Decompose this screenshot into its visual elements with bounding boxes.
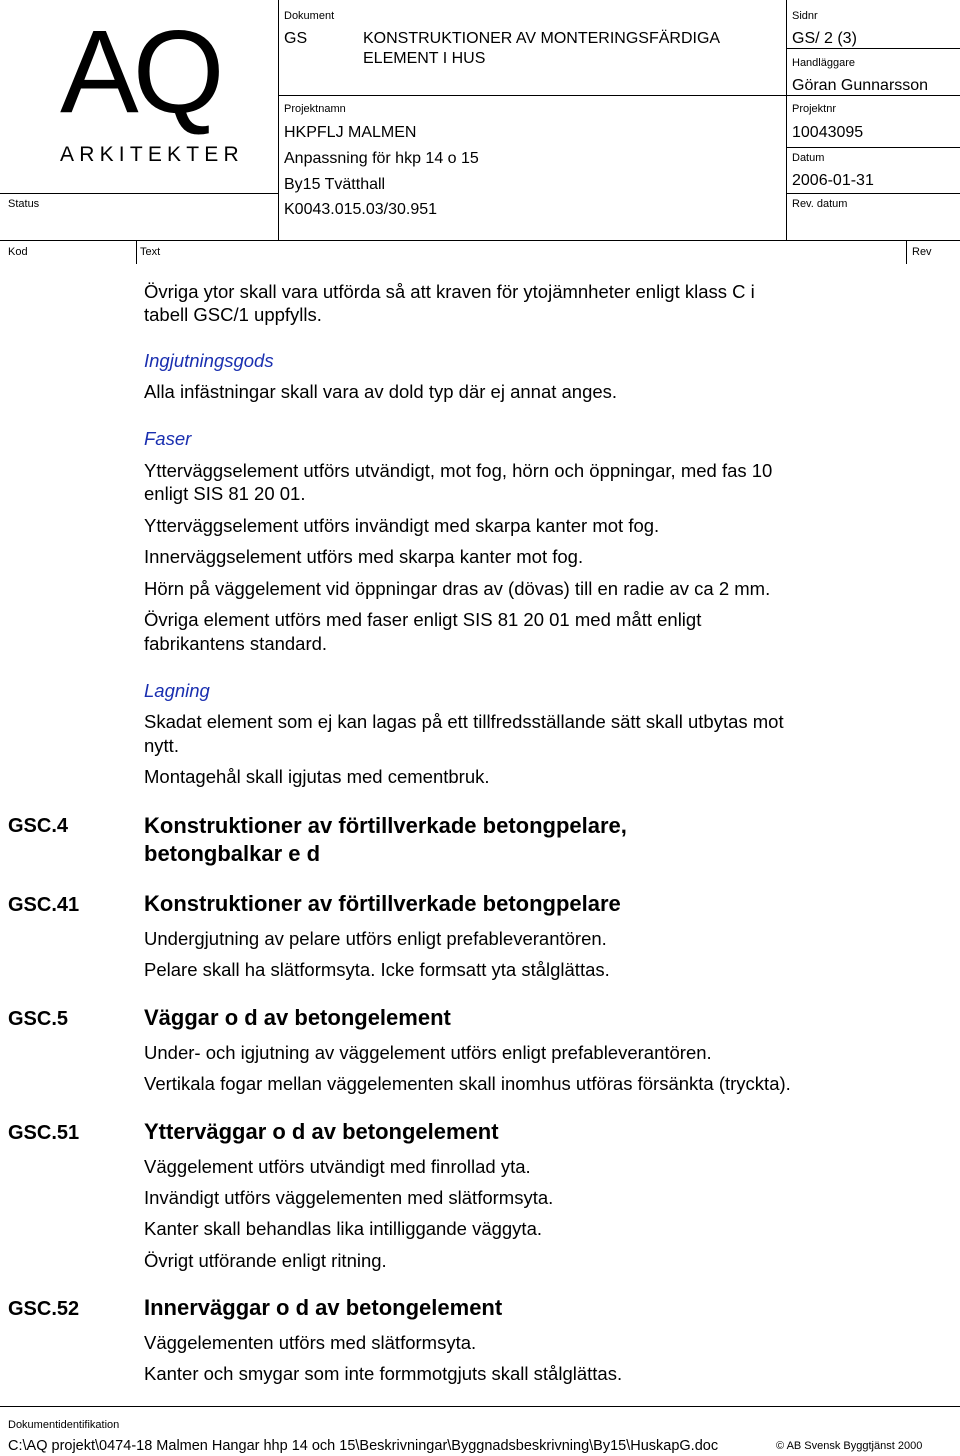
lagning-line3: Montagehål skall igjutas med cementbruk.	[144, 766, 490, 787]
gsc51-line2: Invändigt utförs väggelementen med slätformsyta.	[144, 1187, 554, 1208]
gsc41-line1: Undergjutning av pelare utförs enligt prefableverantören.	[144, 928, 607, 949]
gsc52-line2: Kanter och smygar som inte formmotgjuts skall stålglättas.	[144, 1363, 623, 1384]
gsc51-title: Ytterväggar o d av betongelement	[144, 1119, 499, 1144]
gsc51-line1: Väggelement utförs utvändigt med finrollad yta.	[144, 1156, 531, 1177]
header-rule-bottom	[0, 240, 960, 241]
gsc51-code: GSC.51	[8, 1122, 80, 1144]
col-kod: Kod	[8, 246, 28, 258]
header-rule-right3	[786, 193, 960, 194]
header-rule-status	[0, 193, 278, 194]
gsc52-code: GSC.52	[8, 1298, 80, 1320]
dokid-label: Dokumentidentifikation	[8, 1419, 120, 1431]
gsc52-title: Innerväggar o d av betongelement	[144, 1295, 503, 1320]
dokument-title-line1: KONSTRUKTIONER AV MONTERINGSFÄRDIGA	[363, 30, 721, 47]
gsc41-title: Konstruktioner av förtillverkade betongpelare	[144, 891, 621, 916]
ingjutning-title: Ingjutningsgods	[144, 350, 274, 371]
lagning-line1: Skadat element som ej kan lagas på ett tillfredsställande sätt skall utbytas mot	[144, 711, 784, 732]
projekt-line2: Anpassning för hkp 14 o 15	[284, 150, 479, 167]
gsc4-title-line2: betongbalkar e d	[144, 841, 321, 866]
gsc52-line1: Väggelementen utförs med slätformsyta.	[144, 1332, 477, 1353]
faser-line4: Innerväggselement utförs med skarpa kanter mot fog.	[144, 546, 584, 567]
gsc41-line2: Pelare skall ha slätformsyta. Icke formsatt yta stålglättas.	[144, 959, 610, 980]
header-rule-mid	[278, 95, 960, 96]
gsc51-line4: Övrigt utförande enligt ritning.	[144, 1250, 387, 1271]
faser-line3: Ytterväggselement utförs invändigt med skarpa kanter mot fog.	[144, 515, 660, 536]
gsc5-line2: Vertikala fogar mellan väggelementen skall inomhus utföras försänkta (tryckta).	[144, 1073, 791, 1094]
dokument-title-line2: ELEMENT I HUS	[363, 50, 486, 67]
sidnr-label: Sidnr	[792, 10, 818, 22]
intro-line1: Övriga ytor skall vara utförda så att kraven för ytojämnheter enligt klass C i	[144, 281, 755, 302]
copyright-text: AB Svensk Byggtjänst 2000	[786, 1440, 923, 1452]
header-rule-right2	[786, 147, 960, 148]
revdatum-label: Rev. datum	[792, 198, 848, 210]
dokument-code: GS	[284, 30, 308, 47]
faser-title: Faser	[144, 428, 192, 449]
gsc4-code: GSC.4	[8, 815, 69, 837]
projekt-line3: By15 Tvätthall	[284, 176, 386, 193]
handlaggare-label: Handläggare	[792, 57, 855, 69]
footer-rule	[0, 1406, 960, 1407]
projektnr-label: Projektnr	[792, 103, 837, 115]
handlaggare-value: Göran Gunnarsson	[792, 77, 929, 94]
gsc5-code: GSC.5	[8, 1008, 69, 1030]
status-label: Status	[8, 198, 40, 210]
lagning-title: Lagning	[144, 680, 210, 701]
faser-line2: enligt SIS 81 20 01.	[144, 483, 306, 504]
datum-label: Datum	[792, 152, 825, 164]
header-divider-right	[786, 0, 787, 240]
header-divider-left	[278, 0, 279, 240]
gsc5-title: Väggar o d av betongelement	[144, 1005, 451, 1030]
header-rule-right1	[786, 48, 960, 49]
gsc51-line3: Kanter skall behandlas lika intilliggande väggyta.	[144, 1218, 543, 1239]
projektnamn-label: Projektnamn	[284, 103, 346, 115]
col-rev: Rev	[912, 246, 932, 258]
datum-value: 2006-01-31	[792, 172, 874, 189]
copyright-icon: ©	[776, 1440, 785, 1452]
logo-subtitle: ARKITEKTER	[60, 143, 244, 166]
faser-line7: fabrikantens standard.	[144, 633, 328, 654]
gsc4-title-line1: Konstruktioner av förtillverkade betongpelare,	[144, 813, 627, 838]
faser-line6: Övriga element utförs med faser enligt SIS 81 20 01 med mått enligt	[144, 609, 702, 630]
faser-line1: Ytterväggselement utförs utvändigt, mot fog, hörn och öppningar, med fas 10	[144, 460, 773, 481]
doc-path: C:\AQ projekt\0474-18 Malmen Hangar hhp 14 och 15\Beskrivningar\Byggnadsbeskrivning\By15\HuskapG.doc	[8, 1438, 719, 1454]
copyright	[776, 1440, 922, 1452]
col-divider-rev	[906, 240, 907, 264]
aq-logo	[50, 6, 244, 172]
sidnr-value: GS/ 2 (3)	[792, 30, 857, 47]
gsc5-line1: Under- och igjutning av väggelement utförs enligt prefableverantören.	[144, 1042, 712, 1063]
intro-line2: tabell GSC/1 uppfylls.	[144, 304, 322, 325]
projekt-line1: HKPFLJ MALMEN	[284, 124, 417, 141]
projektnr-value: 10043095	[792, 124, 864, 141]
projekt-line4: K0043.015.03/30.951	[284, 201, 438, 218]
gsc41-code: GSC.41	[8, 894, 80, 916]
col-text: Text	[140, 246, 161, 258]
lagning-line2: nytt.	[144, 735, 179, 756]
faser-line5: Hörn på väggelement vid öppningar dras av (dövas) till en radie av ca 2 mm.	[144, 578, 771, 599]
ingjutning-text: Alla infästningar skall vara av dold typ där ej annat anges.	[144, 381, 618, 402]
dokument-label: Dokument	[284, 10, 335, 22]
col-divider-kod	[136, 240, 137, 264]
logo-letters: AQ	[60, 6, 219, 138]
